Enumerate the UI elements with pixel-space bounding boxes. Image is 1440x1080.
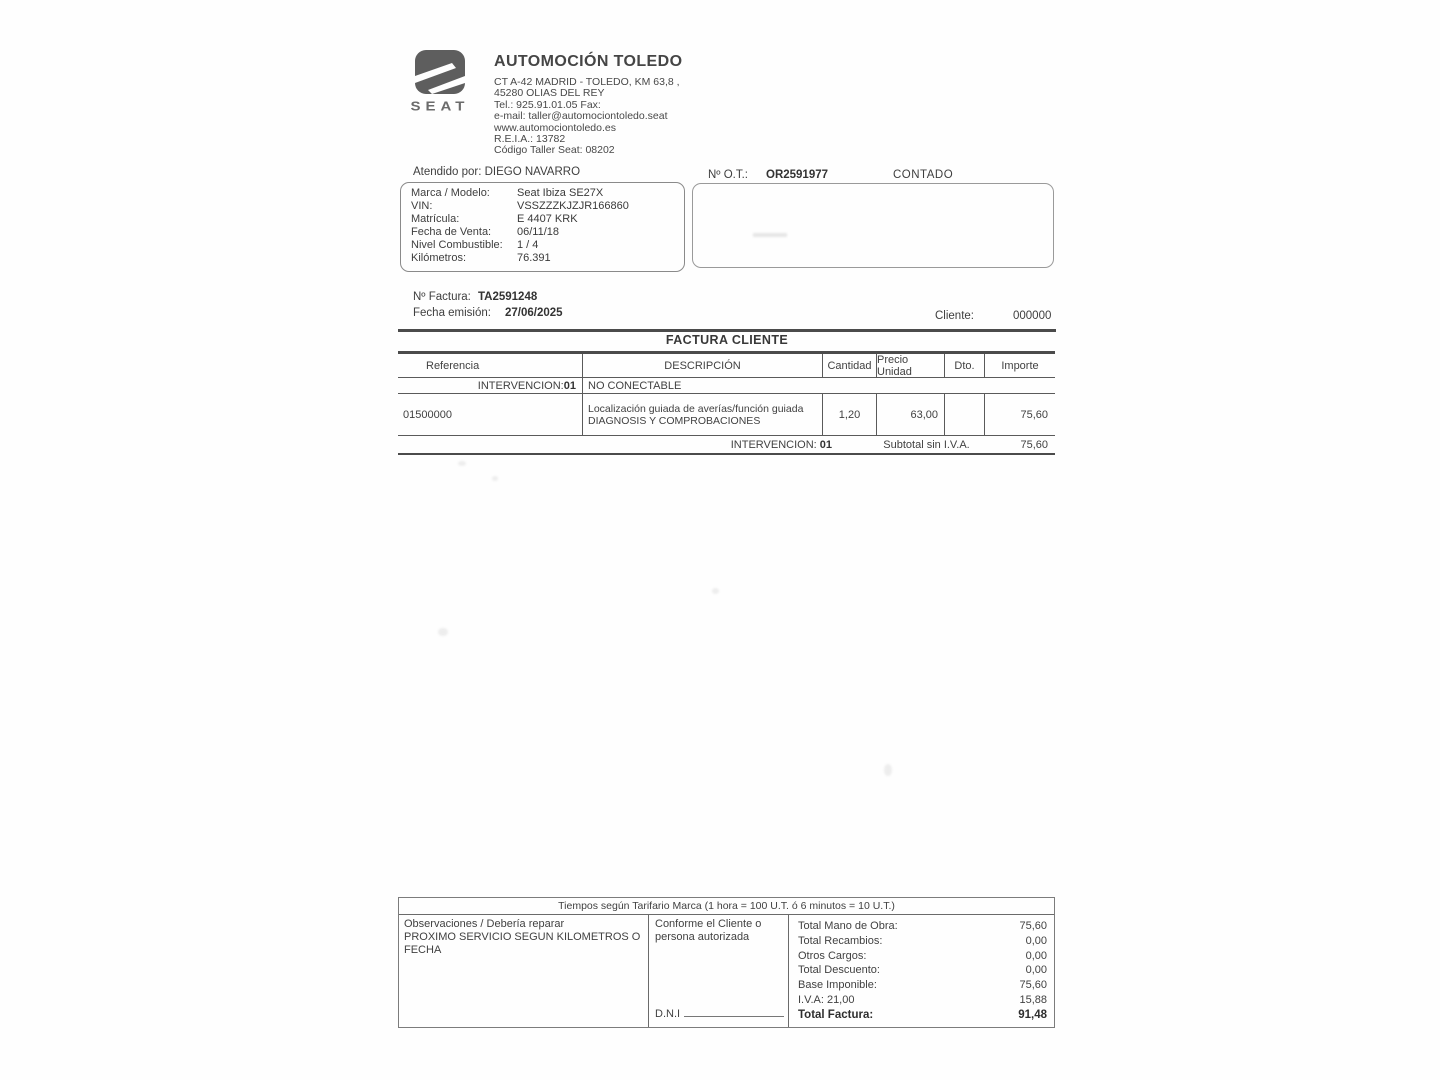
company-phone: Tel.: 925.91.01.05 Fax: <box>494 98 601 111</box>
header-importe: Importe <box>1001 359 1039 372</box>
total-label: I.V.A: 21,00 <box>798 993 855 1006</box>
total-row-recambios <box>798 934 1047 949</box>
vehicle-value: 1 / 4 <box>517 239 539 251</box>
vehicle-row-sale-date <box>411 226 559 238</box>
seat-logo-icon <box>400 48 480 98</box>
header-descripcion: DESCRIPCIÓN <box>583 354 823 377</box>
total-value: 0,00 <box>1025 949 1047 962</box>
total-row-factura <box>798 1008 1047 1023</box>
company-dealer-code: Código Taller Seat: 08202 <box>494 144 615 157</box>
observations-line2: FECHA <box>404 944 442 956</box>
work-order-label: Nº O.T.: <box>708 169 748 181</box>
vehicle-label: Fecha de Venta: <box>411 226 492 238</box>
tariff-note: Tiempos según Tarifario Marca (1 hora = 100 U.T. ó 6 minutos = 10 U.T.) <box>399 898 1054 915</box>
company-reia: R.E.I.A.: 13782 <box>494 133 566 146</box>
vehicle-value: Seat Ibiza SE27X <box>517 187 604 199</box>
invoice-number: TA2591248 <box>478 291 538 303</box>
vehicle-info-box <box>400 182 685 272</box>
intervention-label: INTERVENCION: <box>477 379 564 392</box>
vehicle-row-vin <box>411 200 629 212</box>
total-value: 0,00 <box>1025 964 1047 977</box>
total-label: Total Mano de Obra: <box>798 920 898 932</box>
vehicle-row-model <box>411 187 603 199</box>
issue-date: 27/06/2025 <box>505 307 563 319</box>
vehicle-row-fuel <box>411 239 538 251</box>
header-referencia: Referencia <box>398 354 583 377</box>
intervention-header-row <box>398 378 1055 394</box>
observations-cell <box>399 915 649 1027</box>
subtotal-intervention-label: INTERVENCION: <box>730 438 820 451</box>
vehicle-label: Nivel Combustible: <box>411 239 503 251</box>
total-value: 0,00 <box>1025 934 1047 947</box>
client-label: Cliente: <box>935 310 974 322</box>
dni-label: D.N.I <box>655 1008 681 1020</box>
company-email: e-mail: taller@automociontoledo.seat <box>494 110 668 123</box>
cell-importe: 75,60 <box>1020 408 1048 421</box>
totals-cell <box>789 915 1054 1027</box>
total-factura-value: 91,48 <box>1018 1008 1047 1021</box>
subtotal-intervention-number: 01 <box>819 438 832 451</box>
scan-artifact <box>438 628 448 636</box>
cell-dto <box>945 394 985 435</box>
company-address-line1: CT A-42 MADRID - TOLEDO, KM 63,8 , <box>494 76 680 88</box>
seat-wordmark: SEAT <box>410 99 470 114</box>
signature-cell <box>649 915 789 1027</box>
document-title: FACTURA CLIENTE <box>665 333 789 347</box>
cell-cantidad: 1,20 <box>823 394 877 435</box>
company-website: www.automociontoledo.es <box>494 121 616 134</box>
seat-logo <box>400 48 480 114</box>
vehicle-value: E 4407 KRK <box>517 213 578 225</box>
summary-body <box>399 915 1054 1027</box>
total-label: Base Imponible: <box>798 979 877 992</box>
vehicle-value: VSSZZZKJZJR166860 <box>517 200 629 212</box>
attended-by: Atendido por: DIEGO NAVARRO <box>413 166 581 178</box>
signature-line1: Conforme el Cliente o <box>655 918 762 930</box>
client-number: 000000 <box>1013 310 1052 322</box>
subtotal-value: 75,60 <box>1020 438 1048 451</box>
subtotal-intervention <box>398 439 832 451</box>
scan-artifact <box>458 461 466 466</box>
line-items-table <box>398 351 1055 455</box>
vehicle-label: Matrícula: <box>411 213 460 225</box>
table-header-row <box>398 354 1055 378</box>
horizontal-rule <box>398 329 1056 332</box>
scan-artifact <box>753 233 787 237</box>
total-row-descuento <box>798 963 1047 978</box>
total-row-mano-de-obra <box>798 919 1047 934</box>
observations-title: Observaciones / Debería reparar <box>404 918 565 930</box>
vehicle-label: Kilómetros: <box>411 252 467 264</box>
intervention-desc-cell: NO CONECTABLE <box>588 379 682 392</box>
total-label: Total Recambios: <box>798 934 883 947</box>
scan-artifact <box>492 476 498 481</box>
company-name: AUTOMOCIÓN TOLEDO <box>494 53 683 70</box>
subtotal-label: Subtotal sin I.V.A. <box>883 438 970 451</box>
vehicle-label: Marca / Modelo: <box>411 187 490 199</box>
total-value: 75,60 <box>1019 920 1047 932</box>
header-precio-unidad: Precio Unidad <box>877 354 945 377</box>
total-label: Otros Cargos: <box>798 949 867 962</box>
header-dto: Dto. <box>945 354 985 377</box>
invoice-number-label: Nº Factura: <box>413 291 471 303</box>
total-label: Total Descuento: <box>798 964 880 977</box>
signature-line2: persona autorizada <box>655 931 750 943</box>
cell-referencia: 01500000 <box>398 394 583 435</box>
total-row-base-imponible <box>798 978 1047 993</box>
work-order-number: OR2591977 <box>766 169 829 181</box>
vehicle-value: 06/11/18 <box>517 226 560 238</box>
issue-date-label: Fecha emisión: <box>413 307 491 319</box>
vehicle-row-km <box>411 252 551 264</box>
total-factura-label: Total Factura: <box>798 1008 874 1021</box>
total-row-otros-cargos <box>798 949 1047 964</box>
header-cantidad: Cantidad <box>823 354 877 377</box>
observations-line1: PROXIMO SERVICIO SEGUN KILOMETROS O <box>404 931 641 943</box>
vehicle-row-plate <box>411 213 578 225</box>
dni-row <box>655 1006 784 1021</box>
summary-box <box>398 897 1055 1028</box>
company-address-block <box>494 77 680 157</box>
scan-artifact <box>712 588 719 594</box>
total-row-iva <box>798 993 1047 1008</box>
intervention-number-cell <box>398 378 583 393</box>
cell-descripcion <box>583 394 823 435</box>
vehicle-label: VIN: <box>411 200 433 212</box>
payment-method: CONTADO <box>893 169 954 181</box>
subtotal-row <box>398 436 1055 453</box>
descripcion-line2: DIAGNOSIS Y COMPROBACIONES <box>588 414 761 427</box>
scan-artifact <box>884 764 892 776</box>
descripcion-line1: Localización guiada de averías/función guiada <box>588 402 804 415</box>
total-value: 15,88 <box>1019 993 1047 1006</box>
work-order-empty-box <box>692 183 1054 268</box>
table-row <box>398 394 1055 436</box>
vehicle-value: 76.391 <box>517 252 551 264</box>
intervention-number: 01 <box>563 379 576 392</box>
dni-signature-line <box>684 1006 784 1017</box>
cell-precio-unidad: 63,00 <box>877 394 945 435</box>
company-address-line2: 45280 OLIAS DEL REY <box>494 87 605 100</box>
total-value: 75,60 <box>1019 979 1047 992</box>
